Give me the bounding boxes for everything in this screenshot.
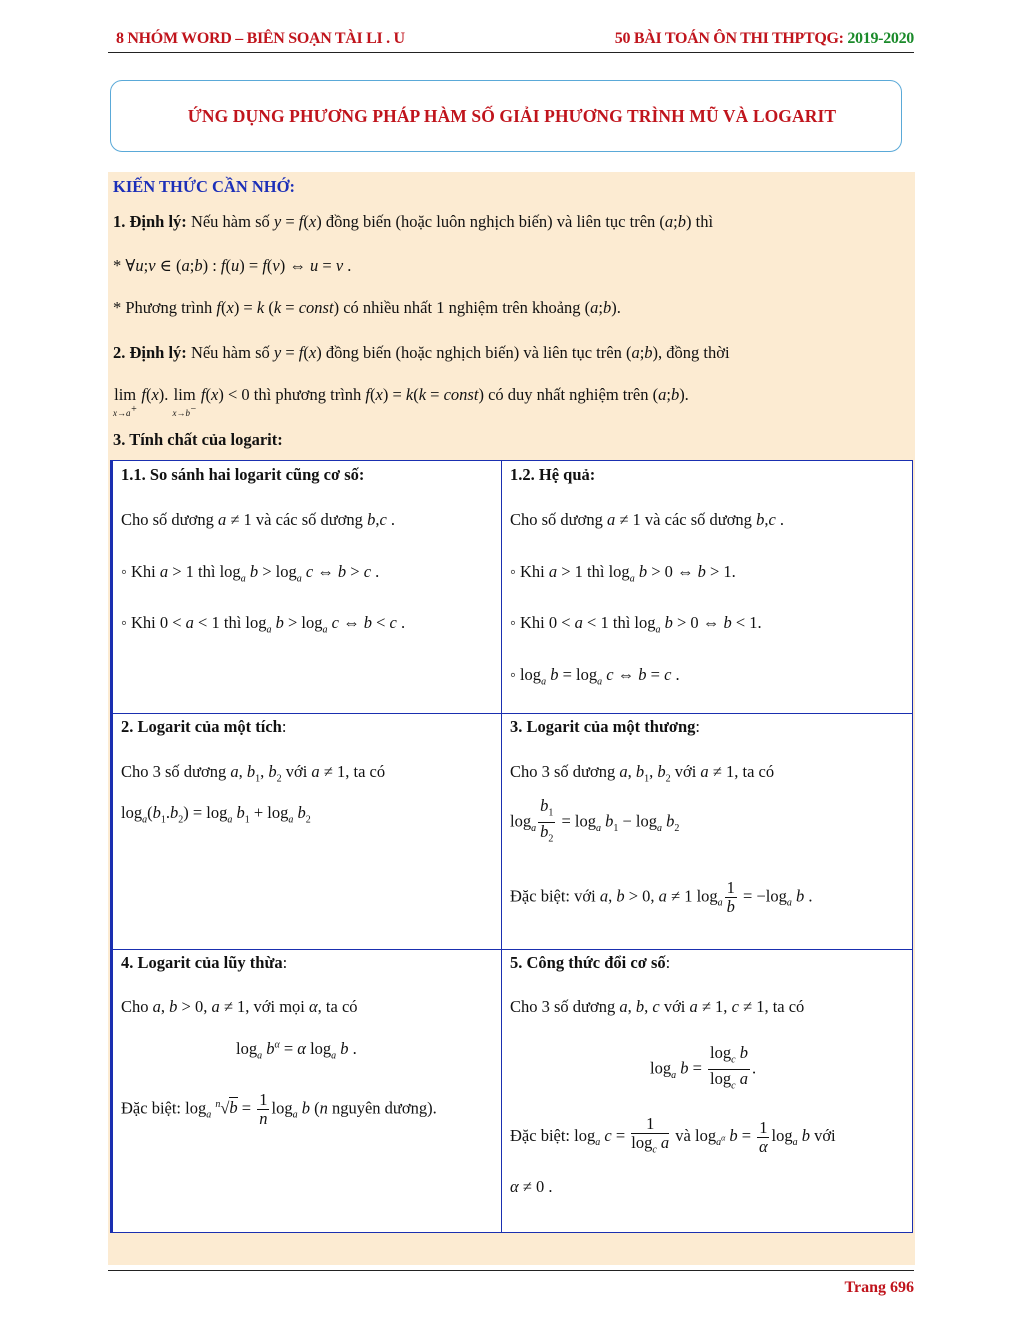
table-row-divider-2 — [113, 949, 912, 950]
footer-rule — [108, 1270, 914, 1271]
cell-2-title-text: 2. Logarit của một tích — [121, 717, 282, 736]
c3-l1-a: Cho 3 số dương — [510, 762, 620, 781]
cell-3-title-text: 3. Logarit của một thương — [510, 717, 696, 736]
c12-l1-a: Cho số dương — [510, 510, 607, 529]
c5-and: và — [671, 1125, 695, 1145]
c3-l1-c: , ta có — [734, 762, 775, 781]
theorem-1-text-c: thì — [691, 212, 714, 231]
c4-l1-b: , với mọi — [245, 997, 309, 1016]
theorem-2-interval: (a;b) — [625, 343, 659, 362]
theorem-2-text-b: đồng biến (hoặc nghịch biến) và liên tục trên — [321, 343, 626, 362]
c12-l1-b: và các số dương — [640, 510, 757, 529]
bullet-2-interval: (a;b). — [584, 298, 621, 317]
theorem-1-formula: y = f(x) — [273, 212, 322, 231]
c11-thi-1: thì — [193, 562, 220, 581]
header-right — [615, 30, 914, 48]
c4-l1-c: , ta có — [317, 997, 358, 1016]
logarithm-properties-heading: 3. Tính chất của logarit: — [113, 430, 283, 449]
cell-3-special: Đặc biệt: với a, b > 0, a ≠ 1 $\log_a$ $\frac{1}{b}$ = $-\log_a$ b . — [510, 878, 813, 916]
cell-4-line-1: Cho a, b > 0, a ≠ 1, với mọi α, ta có — [121, 997, 358, 1016]
c12-khi-2: Khi — [519, 613, 549, 632]
header-right-prefix: 50 BÀI TOÁN ÔN THI THPTQG: — [614, 30, 848, 47]
cell-1-1-line-3: ◦ Khi 0 < a < 1 thì $\log_a b > \log_a c$ ⇔ b < c . — [121, 613, 406, 636]
c2-l1-b: với — [281, 762, 312, 781]
cell-5-special: Đặc biệt: $\log_a c$ = $\frac{1}{\log_c a}$ và $\log_{a^\alpha} b$ = $\frac{1}{\alpha}$ $\log_a b$ với — [510, 1114, 836, 1156]
c5-l1-a: Cho 3 số dương — [510, 997, 620, 1016]
cell-3-formula: $\log_a$ $\frac{b_1}{b_2}$ = $\log_a b_1 - \log_a b_2$ — [510, 796, 680, 845]
table-vertical-divider — [501, 461, 502, 1232]
theorem-2-line-2-end: có duy nhất nghiệm trên — [483, 385, 653, 404]
bullet-1-prefix: * — [113, 256, 126, 275]
c5-l1-b: với — [659, 997, 690, 1016]
logarithm-properties-table — [110, 460, 913, 1233]
c12-thi-1: thì — [582, 562, 609, 581]
cell-2-formula: $\log_a(b_1.b_2) = \log_a b_1 + \log_a b_2$ — [121, 803, 311, 826]
bullet-2-mid: có nhiều nhất 1 nghiệm trên khoảng — [339, 298, 585, 317]
c5-l1-c: , ta có — [764, 997, 805, 1016]
c2-l1-a: Cho 3 số dương — [121, 762, 231, 781]
theorem-2-interval-2: (a;b). — [652, 385, 689, 404]
cell-3-title: 3. Logarit của một thương: — [510, 717, 701, 736]
cell-1-1-line-2: ◦ Khi a > 1 thì $\log_a b > \log_a c$ ⇔ b > c . — [121, 562, 380, 585]
cell-1-2-line-4: ◦ $\log_a b = \log_a c$ ⇔ b = c . — [510, 665, 680, 688]
theorem-2-text-c: , đồng thời — [658, 343, 730, 362]
page-number: Trang 696 — [844, 1279, 914, 1296]
theorem-2-line — [113, 343, 730, 363]
cell-5-formula: $\log_a b$ = $\frac{\log_c b}{\log_c a}$ . — [650, 1043, 757, 1092]
cell-1-2-line-2: ◦ Khi a > 1 thì $\log_a b > 0$ ⇔ b > 1. — [510, 562, 736, 585]
cell-4-formula: $\log_a b^\alpha = \alpha$ $\log_a b$ . — [236, 1039, 357, 1062]
theorem-2-label: 2. Định lý: — [113, 343, 187, 362]
cell-4-title-text: 4. Logarit của lũy thừa — [121, 953, 283, 972]
bullet-2-formula: f(x) = k (k = const) — [216, 298, 340, 317]
header-right-year: 2019-2020 — [847, 30, 914, 47]
c5-with: với — [814, 1125, 836, 1145]
table-row-divider-1 — [113, 713, 912, 714]
c11-thi-2: thì — [219, 613, 246, 632]
cell-1-2-title: 1.2. Hệ quả: — [510, 465, 596, 484]
theorem-1-bullet-2 — [113, 298, 621, 318]
theorem-1-text-a: Nếu hàm số — [186, 212, 274, 231]
header-rule — [108, 52, 914, 53]
knowledge-heading: KIẾN THỨC CẦN NHỚ: — [113, 177, 295, 196]
bullet-1-formula: ∀u;v ∈ (a;b) : f(u) = f(v) ⇔ u = v . — [125, 256, 352, 275]
cell-2-line-1: Cho 3 số dương a, $b_1$, $b_2$ với a ≠ 1, ta có — [121, 762, 386, 785]
cell-5-title: 5. Công thức đổi cơ số: — [510, 953, 671, 972]
cell-3-line-1: Cho 3 số dương a, $b_1$, $b_2$ với a ≠ 1, ta có — [510, 762, 775, 785]
theorem-1-interval: (a;b) — [659, 212, 692, 231]
cell-1-1-title: 1.1. So sánh hai logarit cũng cơ số: — [121, 465, 365, 484]
c4-special-end: nguyên dương). — [327, 1098, 437, 1118]
header-left: 8 NHÓM WORD – BIÊN SOẠN TÀI LI . U — [116, 30, 405, 47]
cell-5-line-1: Cho 3 số dương a, b, c với a ≠ 1, c ≠ 1, ta có — [510, 997, 805, 1016]
theorem-2-line-2 — [113, 385, 689, 425]
theorem-1-text-b: đồng biến (hoặc luôn nghịch biến) và liên tục trên — [321, 212, 660, 231]
limit-expression: lim $^{x\to a^+}$ f(x). lim $^{x\to b^-}$ f(x) < 0 — [113, 385, 250, 418]
cell-2-title: 2. Logarit của một tích: — [121, 717, 287, 736]
theorem-2-line-2-mid: thì phương trình — [249, 385, 366, 404]
theorem-1-label: 1. Định lý: — [113, 212, 187, 231]
cell-4-title: 4. Logarit của lũy thừa: — [121, 953, 288, 972]
theorem-2-formula: y = f(x) — [273, 343, 322, 362]
c3-special-label: Đặc biệt: với — [510, 886, 600, 906]
c2-l1-c: , ta có — [345, 762, 386, 781]
theorem-2-text-a: Nếu hàm số — [186, 343, 274, 362]
c11-l1-a: Cho số dương — [121, 510, 218, 529]
bullet-2-prefix: * Phương trình — [113, 298, 217, 317]
cell-1-2-line-3: ◦ Khi 0 < a < 1 thì $\log_a b > 0$ ⇔ b < 1. — [510, 613, 762, 636]
c5-special-label: Đặc biệt: — [510, 1125, 575, 1145]
cell-1-2-line-1: Cho số dương a ≠ 1 và các số dương b,c . — [510, 510, 785, 529]
page-title: ỨNG DỤNG PHƯƠNG PHÁP HÀM SỐ GIẢI PHƯƠNG TRÌNH MŨ VÀ LOGARIT — [187, 106, 837, 126]
c4-special-label: Đặc biệt: — [121, 1098, 186, 1118]
cell-1-1-line-1: Cho số dương a ≠ 1 và các số dương b,c . — [121, 510, 396, 529]
c12-khi-1: Khi — [519, 562, 549, 581]
c3-l1-b: với — [670, 762, 701, 781]
c4-l1-a: Cho — [121, 997, 153, 1016]
cell-5-title-text: 5. Công thức đổi cơ số — [510, 953, 666, 972]
c12-thi-2: thì — [608, 613, 635, 632]
theorem-1-line — [113, 212, 713, 232]
cell-5-condition: α ≠ 0 . — [510, 1177, 553, 1196]
theorem-1-bullet-1 — [113, 256, 351, 276]
c11-l1-b: và các số dương — [251, 510, 368, 529]
c11-khi-1: Khi — [130, 562, 160, 581]
c11-khi-2: Khi — [130, 613, 160, 632]
theorem-2-equation: f(x) = k(k = const) — [365, 385, 484, 404]
cell-4-special: Đặc biệt: $\log_a ^n√b$ = $\frac{1}{n}$ $\log_a b$ (n nguyên dương). — [121, 1090, 437, 1128]
